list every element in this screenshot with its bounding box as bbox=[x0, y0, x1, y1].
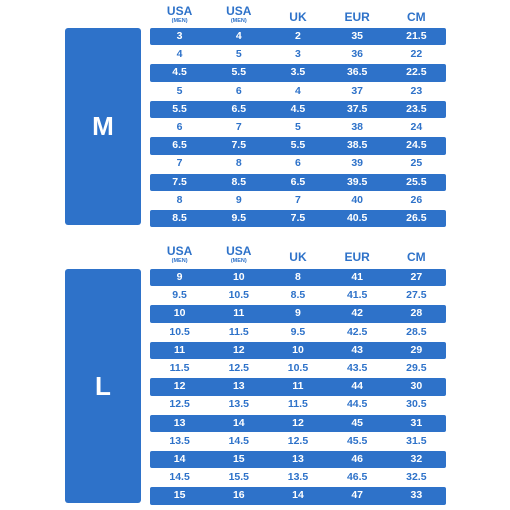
table-cell: 5 bbox=[176, 84, 183, 97]
column-header-label: USA bbox=[226, 4, 252, 18]
table-cell: 13.5 bbox=[287, 471, 309, 484]
table-cell: 5.5 bbox=[290, 139, 306, 152]
table-cell: 10.5 bbox=[169, 325, 190, 338]
table-cell: 16 bbox=[232, 489, 245, 502]
column-header bbox=[387, 5, 446, 29]
table-cell: 40.5 bbox=[346, 211, 368, 224]
table-cell: 14 bbox=[173, 452, 186, 465]
column-header bbox=[150, 5, 209, 29]
table-cell: 7 bbox=[295, 193, 301, 206]
column-header bbox=[209, 5, 268, 29]
column-header bbox=[209, 245, 268, 269]
table-row bbox=[150, 324, 446, 341]
table-cell: 6.5 bbox=[172, 139, 187, 152]
table-cell: 11.5 bbox=[288, 398, 308, 411]
table-cell: 13 bbox=[173, 416, 186, 429]
column-header-sublabel: (MEN) bbox=[171, 18, 188, 24]
table-cell: 31 bbox=[410, 416, 423, 429]
table-cell: 12 bbox=[173, 380, 186, 393]
table-cell: 11 bbox=[292, 380, 304, 393]
table-cell: 12.5 bbox=[228, 361, 249, 374]
table-cell: 12 bbox=[232, 343, 245, 356]
table-cell: 13.5 bbox=[228, 398, 249, 411]
table-cell: 14.5 bbox=[228, 434, 249, 447]
table-cell: 45.5 bbox=[346, 434, 368, 447]
table-cell: 13.5 bbox=[169, 434, 190, 447]
column-header-sublabel: (MEN) bbox=[230, 18, 247, 24]
table-cell: 7.5 bbox=[231, 139, 247, 152]
table-cell: 6 bbox=[176, 120, 183, 133]
table-row bbox=[150, 396, 446, 413]
column-header-label: CM bbox=[407, 250, 426, 264]
table-cell: 7 bbox=[235, 120, 242, 133]
table-cell: 3 bbox=[176, 30, 183, 42]
table-cell: 37.5 bbox=[346, 102, 368, 115]
table-cell: 7.5 bbox=[290, 211, 306, 224]
size-label-block bbox=[65, 269, 141, 503]
table-cell: 39 bbox=[351, 157, 363, 170]
column-header-label: USA bbox=[166, 4, 193, 18]
table-cell: 10 bbox=[173, 307, 186, 320]
table-cell: 15 bbox=[173, 489, 186, 502]
column-header-label: USA bbox=[166, 244, 193, 258]
table-cell: 35 bbox=[351, 30, 363, 42]
table-cell: 12.5 bbox=[287, 434, 309, 447]
table-cell: 11.5 bbox=[228, 325, 249, 338]
table-cell: 5.5 bbox=[231, 66, 247, 79]
table-row bbox=[150, 451, 446, 468]
table-cell: 22 bbox=[410, 48, 423, 61]
table-row bbox=[150, 46, 446, 63]
table-cell: 8.5 bbox=[290, 289, 306, 302]
column-header bbox=[268, 245, 327, 269]
table-cell: 12.5 bbox=[169, 398, 190, 411]
table-cell: 9.5 bbox=[172, 289, 187, 302]
table-row bbox=[150, 210, 446, 227]
table-cell: 10 bbox=[232, 271, 245, 283]
table-cell: 14.5 bbox=[169, 471, 190, 484]
table-cell: 36.5 bbox=[346, 66, 368, 79]
table-cell: 8 bbox=[176, 193, 183, 206]
table-cell: 26.5 bbox=[406, 211, 427, 224]
table-cell: 30.5 bbox=[406, 398, 427, 411]
table-cell: 12 bbox=[292, 416, 304, 429]
table-row bbox=[150, 342, 446, 359]
column-header bbox=[328, 245, 387, 269]
table-cell: 6 bbox=[235, 84, 242, 97]
table-cell: 9 bbox=[235, 193, 242, 206]
table-row bbox=[150, 137, 446, 154]
table-row bbox=[150, 28, 446, 45]
table-cell: 42.5 bbox=[346, 325, 368, 338]
column-header-label: EUR bbox=[344, 10, 370, 24]
table-row bbox=[150, 305, 446, 322]
table-cell: 11 bbox=[233, 307, 245, 320]
table-cell: 15 bbox=[232, 452, 245, 465]
table-row bbox=[150, 119, 446, 136]
table-row bbox=[150, 487, 446, 504]
table-cell: 38.5 bbox=[346, 139, 368, 152]
table-cell: 22.5 bbox=[406, 66, 427, 79]
table-cell: 39.5 bbox=[346, 175, 368, 188]
table-cell: 21.5 bbox=[406, 30, 427, 42]
table-cell: 10.5 bbox=[228, 289, 249, 302]
table-row bbox=[150, 174, 446, 191]
column-header bbox=[150, 245, 209, 269]
table-cell: 6.5 bbox=[231, 102, 247, 115]
table-cell: 10 bbox=[292, 343, 304, 356]
table-cell: 32 bbox=[410, 452, 423, 465]
table-cell: 9 bbox=[176, 271, 183, 283]
table-cell: 26 bbox=[410, 193, 423, 206]
table-row bbox=[150, 415, 446, 432]
table-cell: 29.5 bbox=[406, 361, 427, 374]
size-table bbox=[150, 269, 446, 505]
column-header-sublabel: (MEN) bbox=[230, 258, 247, 264]
table-cell: 7 bbox=[176, 157, 183, 170]
table-cell: 42 bbox=[351, 307, 363, 320]
column-header bbox=[268, 5, 327, 29]
table-cell: 27.5 bbox=[406, 289, 427, 302]
table-cell: 23.5 bbox=[406, 102, 427, 115]
table-cell: 8.5 bbox=[231, 175, 247, 188]
table-cell: 14 bbox=[292, 489, 304, 502]
table-cell: 10.5 bbox=[287, 361, 309, 374]
table-cell: 36 bbox=[351, 48, 363, 61]
table-cell: 37 bbox=[351, 84, 363, 97]
column-header-label: EUR bbox=[344, 250, 370, 264]
table-row bbox=[150, 433, 446, 450]
table-cell: 5 bbox=[295, 120, 301, 133]
table-cell: 24.5 bbox=[406, 139, 427, 152]
table-cell: 2 bbox=[295, 30, 301, 42]
column-header-row bbox=[150, 5, 446, 29]
table-cell: 23 bbox=[410, 84, 423, 97]
table-cell: 7.5 bbox=[172, 175, 187, 188]
table-cell: 44 bbox=[351, 380, 363, 393]
table-cell: 41.5 bbox=[346, 289, 368, 302]
column-header bbox=[328, 5, 387, 29]
table-cell: 11 bbox=[174, 343, 186, 356]
table-cell: 29 bbox=[410, 343, 423, 356]
column-header-label: UK bbox=[289, 10, 307, 24]
table-cell: 46 bbox=[351, 452, 363, 465]
table-row bbox=[150, 101, 446, 118]
size-label: M bbox=[92, 111, 114, 141]
table-row bbox=[150, 192, 446, 209]
column-header-label: UK bbox=[289, 250, 307, 264]
table-cell: 4.5 bbox=[172, 66, 187, 79]
table-cell: 3.5 bbox=[290, 66, 306, 79]
table-cell: 3 bbox=[295, 48, 301, 61]
table-cell: 5 bbox=[235, 48, 242, 61]
table-row bbox=[150, 378, 446, 395]
table-cell: 8.5 bbox=[172, 211, 187, 224]
table-row bbox=[150, 469, 446, 486]
size-label-block bbox=[65, 28, 141, 225]
table-cell: 41 bbox=[351, 271, 363, 283]
table-cell: 31.5 bbox=[406, 434, 427, 447]
table-cell: 4 bbox=[295, 84, 301, 97]
table-cell: 28.5 bbox=[406, 325, 427, 338]
size-label: L bbox=[95, 370, 111, 401]
table-cell: 5.5 bbox=[172, 102, 187, 115]
table-row bbox=[150, 83, 446, 100]
table-cell: 4.5 bbox=[290, 102, 306, 115]
column-header bbox=[387, 245, 446, 269]
table-cell: 43.5 bbox=[346, 361, 368, 374]
table-cell: 40 bbox=[351, 193, 363, 206]
table-cell: 30 bbox=[410, 380, 423, 393]
table-cell: 8 bbox=[295, 271, 301, 283]
table-cell: 14 bbox=[232, 416, 245, 429]
table-cell: 38 bbox=[351, 120, 363, 133]
table-cell: 9.5 bbox=[290, 325, 306, 338]
table-row bbox=[150, 269, 446, 286]
table-cell: 6.5 bbox=[290, 175, 306, 188]
table-cell: 43 bbox=[351, 343, 363, 356]
table-cell: 28 bbox=[410, 307, 423, 320]
table-cell: 25 bbox=[410, 157, 423, 170]
table-cell: 4 bbox=[176, 48, 183, 61]
column-header-sublabel: (MEN) bbox=[171, 258, 188, 264]
table-row bbox=[150, 360, 446, 377]
table-cell: 11.5 bbox=[169, 361, 190, 374]
table-cell: 27 bbox=[410, 271, 423, 283]
table-cell: 13 bbox=[292, 452, 304, 465]
table-cell: 4 bbox=[235, 30, 242, 42]
table-cell: 33 bbox=[410, 489, 423, 502]
table-cell: 13 bbox=[232, 380, 245, 393]
table-cell: 45 bbox=[351, 416, 363, 429]
table-cell: 15.5 bbox=[228, 471, 249, 484]
column-header-label: USA bbox=[226, 244, 252, 258]
table-cell: 32.5 bbox=[406, 471, 427, 484]
column-header-row bbox=[150, 245, 446, 269]
table-cell: 24 bbox=[410, 120, 423, 133]
table-cell: 9.5 bbox=[231, 211, 247, 224]
column-header-label: CM bbox=[407, 10, 426, 24]
table-cell: 46.5 bbox=[346, 471, 368, 484]
table-cell: 44.5 bbox=[346, 398, 368, 411]
table-cell: 9 bbox=[295, 307, 301, 320]
table-cell: 6 bbox=[295, 157, 301, 170]
table-row bbox=[150, 64, 446, 81]
table-cell: 25.5 bbox=[406, 175, 427, 188]
size-table bbox=[150, 28, 446, 227]
table-cell: 47 bbox=[351, 489, 363, 502]
table-cell: 8 bbox=[235, 157, 242, 170]
table-row bbox=[150, 287, 446, 304]
table-row bbox=[150, 155, 446, 172]
